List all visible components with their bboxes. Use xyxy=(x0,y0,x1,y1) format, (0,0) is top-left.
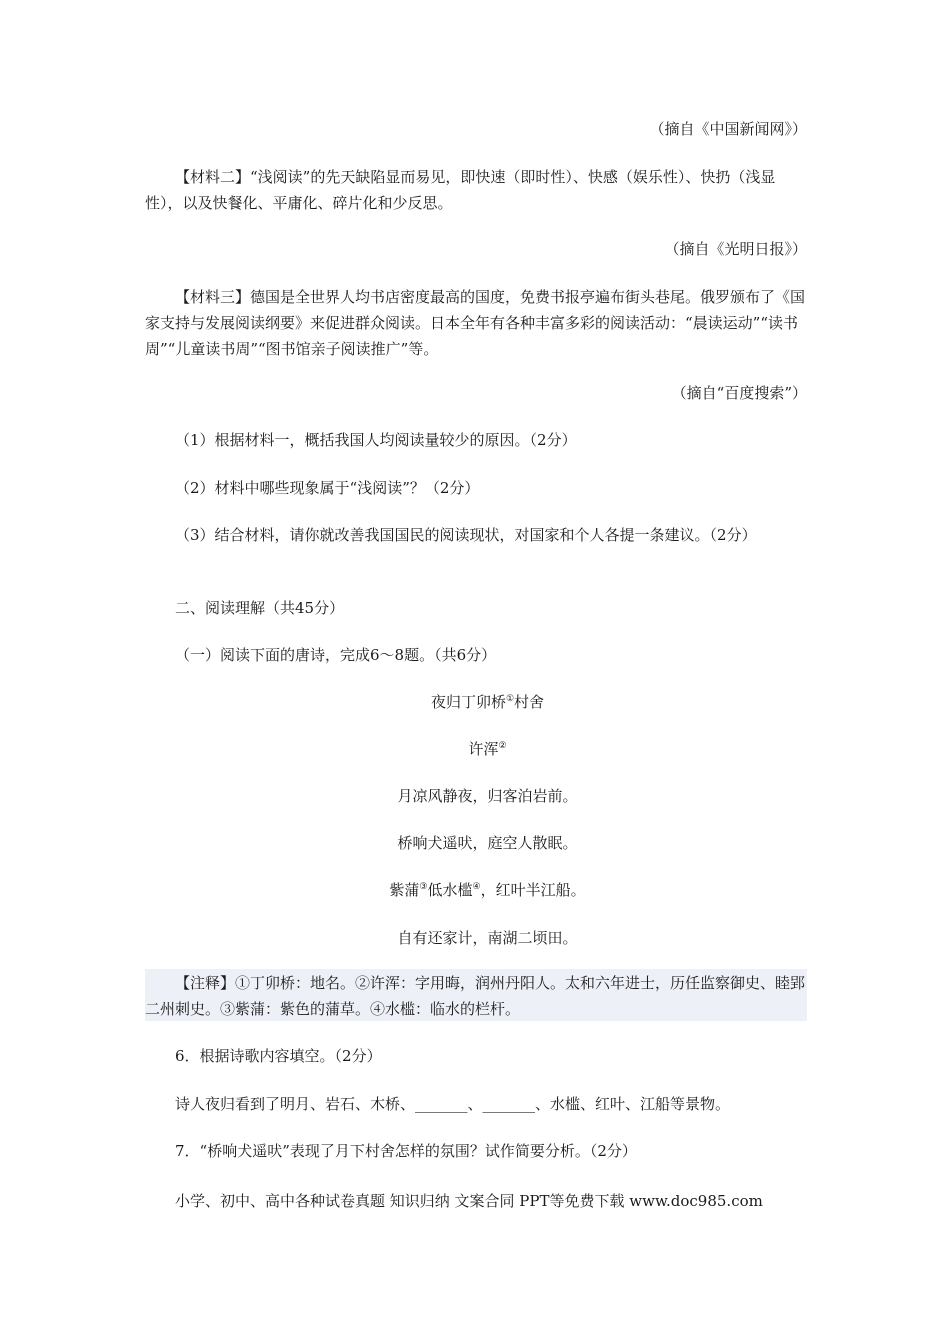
poem-author: 许浑② xyxy=(468,740,507,758)
question-2: （2）材料中哪些现象属于“浅阅读”？（2分） xyxy=(175,479,480,497)
poem-line-1: 月凉风静夜，归客泊岩前。 xyxy=(397,787,578,805)
question-7: 7．“桥响犬遥吠”表现了月下村舍怎样的氛围？试作简要分析。（2分） xyxy=(175,1142,637,1160)
section-heading-reading: 二、阅读理解（共45分） xyxy=(175,599,345,617)
poem-line-2: 桥响犬遥吠，庭空人散眠。 xyxy=(397,834,578,852)
poem-title: 夜归丁卯桥①村舍 xyxy=(430,693,545,711)
question-3: （3）结合材料，请你就改善我国国民的阅读现状，对国家和个人各提一条建议。（2分） xyxy=(175,526,757,544)
source-note-2: （摘自《光明日报》） xyxy=(664,240,807,258)
source-note-3: （摘自“百度搜索”） xyxy=(671,384,807,402)
question-6-fill-blank: 诗人夜归看到了明月、岩石、木桥、_______、_______、水槛、红叶、江船等景物。 xyxy=(175,1095,731,1113)
annotation-note: 【注释】①丁卯桥：地名。②许浑：字用晦，润州丹阳人。太和六年进士，历任监察御史、睦郢二州刺史。③紫蒲：紫色的蒲草。④水槛：临水的栏杆。 xyxy=(145,974,806,1018)
material-three: 【材料三】德国是全世界人均书店密度最高的国度，免费书报亭遍布街头巷尾。俄罗颁布了《国家支持与发展阅读纲要》来促进群众阅读。日本全年有各种丰富多彩的阅读活动：“晨读运动”“读书周”“儿童读书周”“图书馆亲子阅读推广”等。 xyxy=(145,288,806,358)
subsection-heading-poem: （一）阅读下面的唐诗，完成6～8题。（共6分） xyxy=(175,646,497,664)
question-1: （1）根据材料一，概括我国人均阅读量较少的原因。（2分） xyxy=(175,431,577,449)
poem-line-4: 自有还家计，南湖二顷田。 xyxy=(397,929,578,947)
poem-line-3: 紫蒲③低水槛④，红叶半江船。 xyxy=(389,881,586,899)
source-note-1: （摘自《中国新闻网》） xyxy=(649,120,807,138)
question-6: 6．根据诗歌内容填空。（2分） xyxy=(175,1047,382,1065)
page-footer: 小学、初中、高中各种试卷真题 知识归纳 文案合同 PPT等免费下载 www.doc985.com xyxy=(175,1192,763,1210)
material-two: 【材料二】“浅阅读”的先天缺陷显而易见，即快速（即时性）、快感（娱乐性）、快扔（浅显性），以及快餐化、平庸化、碎片化和少反思。 xyxy=(145,168,776,212)
